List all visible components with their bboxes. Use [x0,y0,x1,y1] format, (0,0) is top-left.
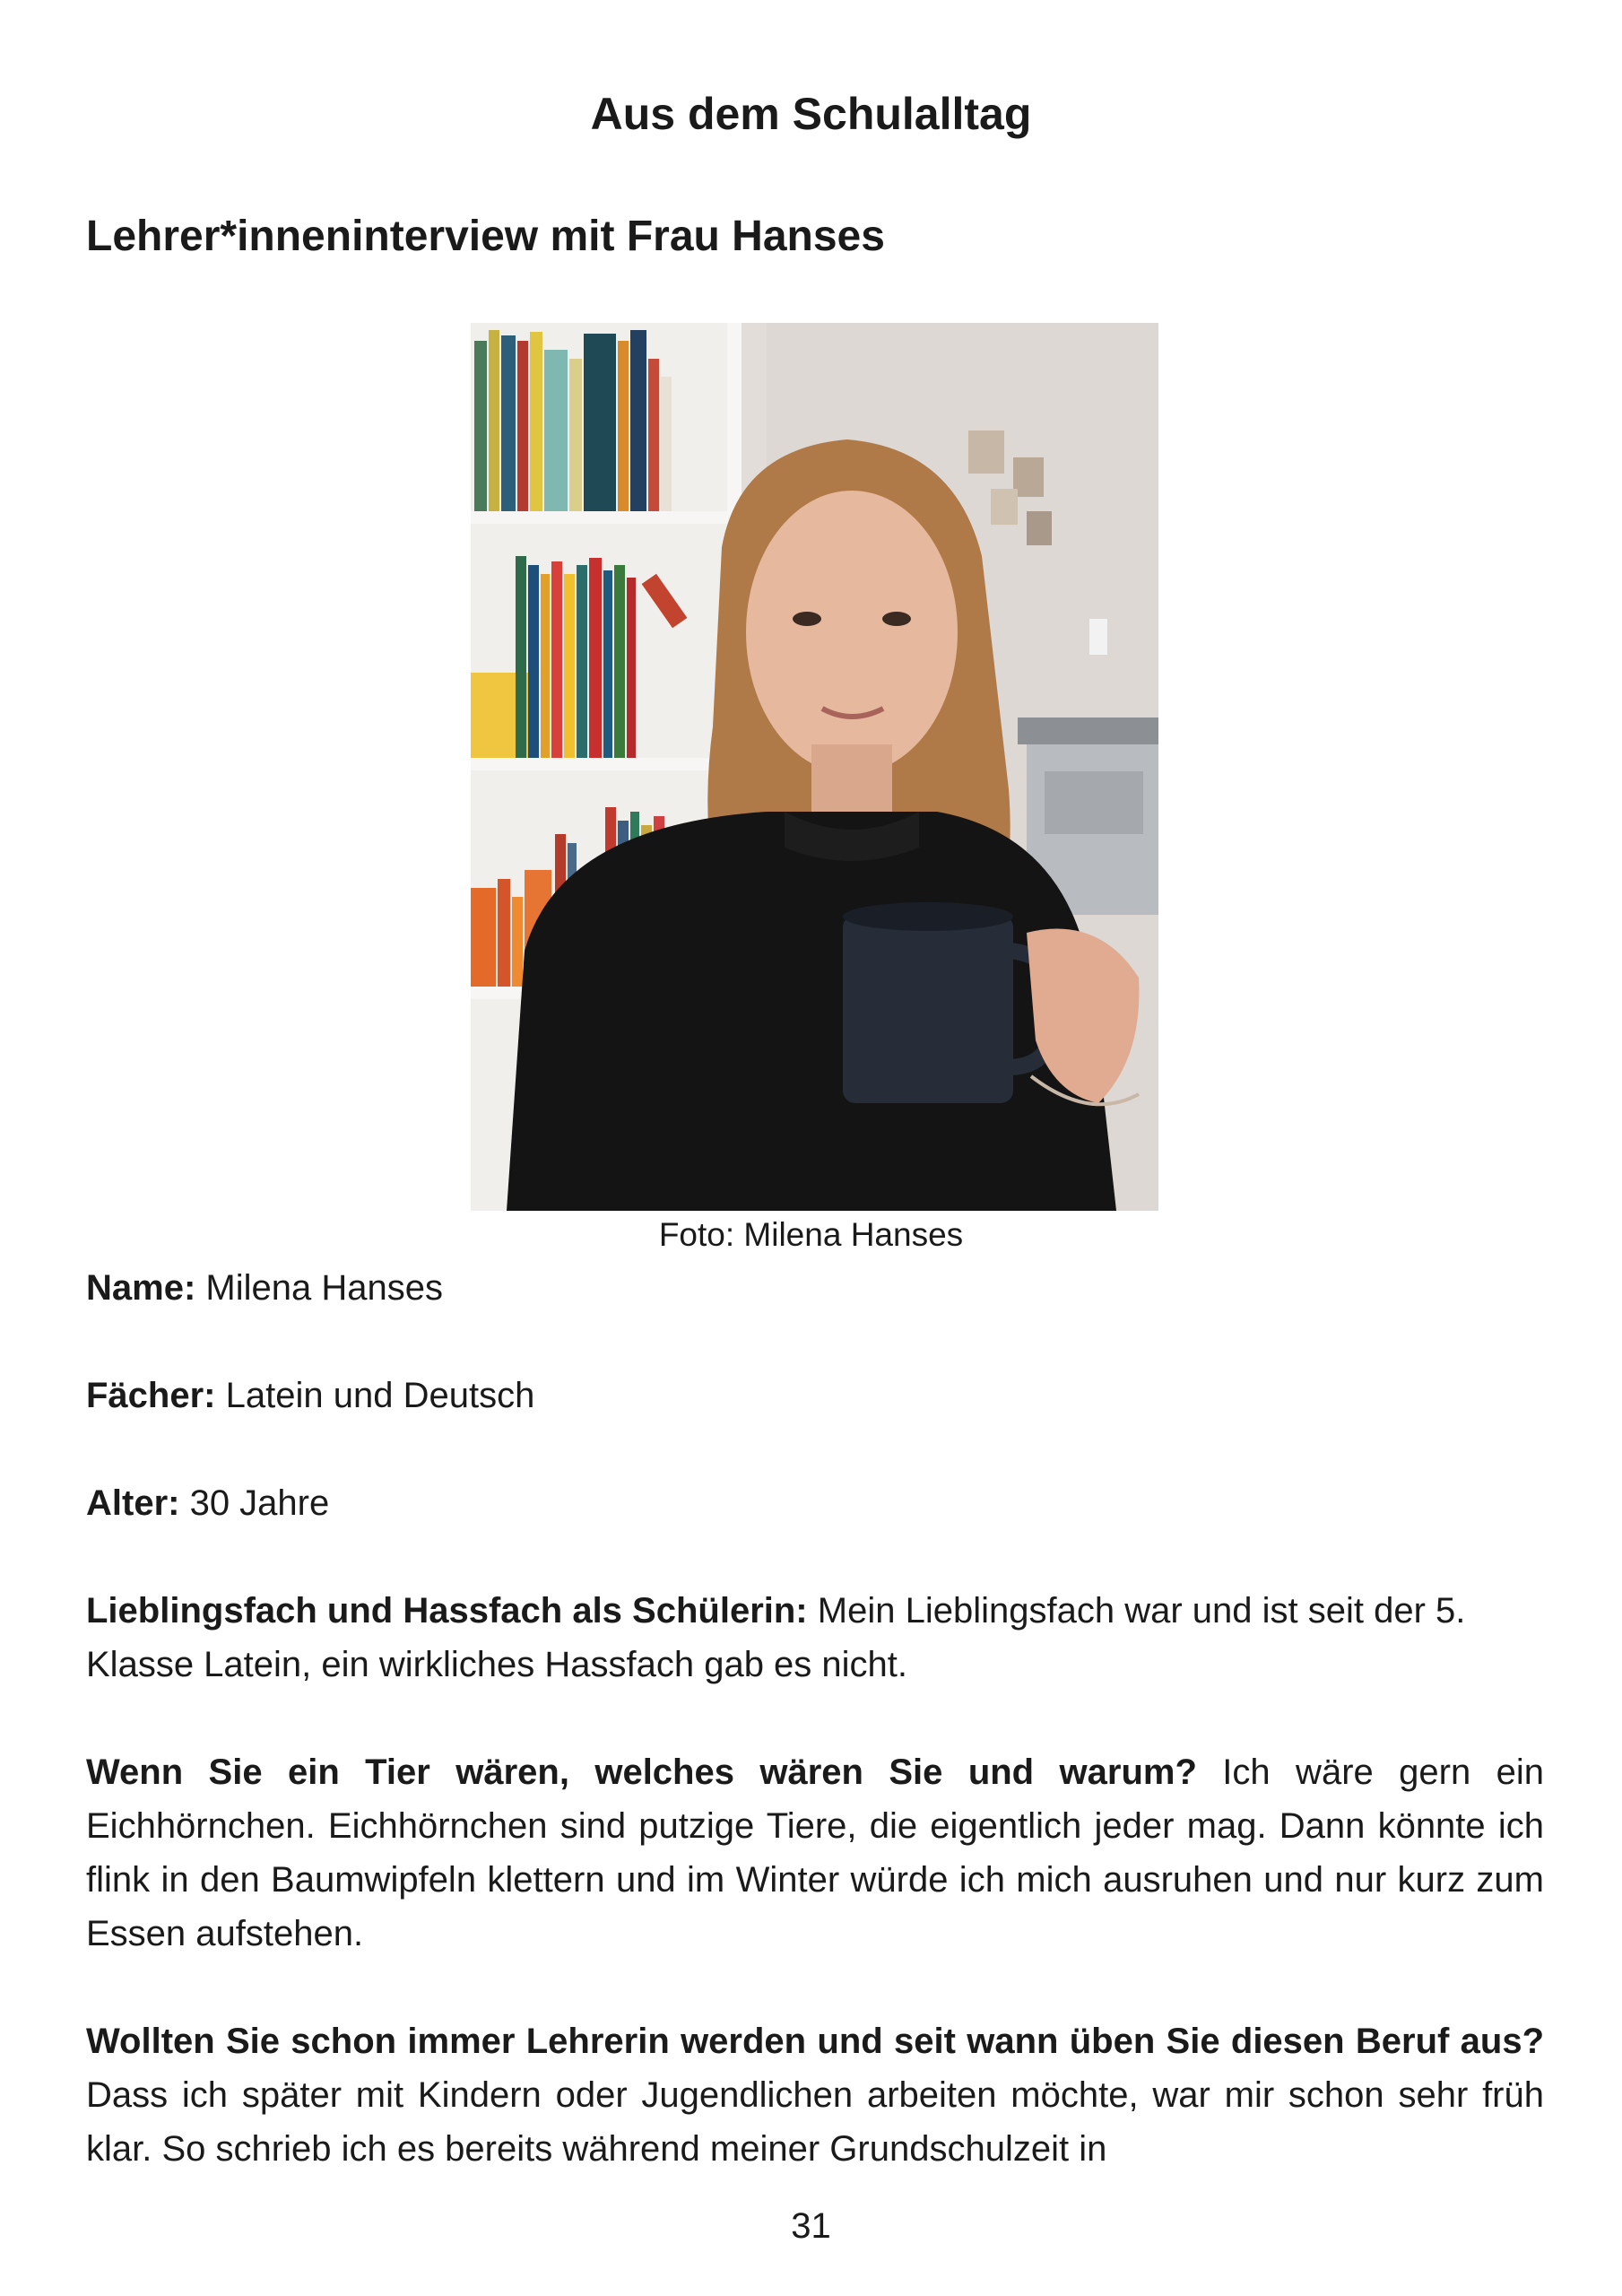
page-number: 31 [791,2206,831,2246]
entry-text: 30 Jahre [189,1483,330,1523]
entry-text: Ich wäre gern ein Eichhörnchen. Eichhörnchen sind putzige Tiere, die eigentlich jeder mag. Dann könnte ich flink in den Baumwipfeln klettern und im Winter würde ich mich ausruhen und nur kurz zum Essen aufstehen. [86,1752,1544,1953]
photo-caption: Foto: Milena Hanses [658,1216,964,1253]
entry-text: Dass ich später mit Kindern oder Jugendlichen arbeiten möchte, war mir schon sehr früh klar. So schrieb ich es bereits während meiner Grundschulzeit in [86,2075,1544,2169]
entry-label: Wollten Sie schon immer Lehrerin werden und seit wann üben Sie diesen Beruf aus? [86,2022,1544,2061]
entry-career [86,2014,1544,2176]
entry-label: Wenn Sie ein Tier wären, welches wären Sie und warum? [86,1752,1197,1792]
entry-text: Milena Hanses [205,1268,443,1308]
entry-label: Lieblingsfach und Hassfach als Schülerin: [86,1591,808,1631]
interview-content [86,1261,1544,2176]
entry-favorite-subject [86,1584,1544,1692]
entry-label: Fächer: [86,1376,216,1415]
entry-text: Mein Lieblingsfach war und ist seit der 5. Klasse Latein, ein wirkliches Hassfach gab es nicht. [86,1591,1466,1684]
section-title: Aus dem Schulalltag [590,89,1032,139]
entry-label: Name: [86,1268,196,1308]
teacher-photo [471,323,1158,1211]
entry-subjects [86,1369,1544,1422]
article-title: Lehrer*inneninterview mit Frau Hanses [86,213,885,260]
entry-age [86,1476,1544,1530]
entry-label: Alter: [86,1483,180,1523]
entry-name [86,1261,1544,1315]
entry-text: Latein und Deutsch [225,1376,535,1415]
entry-animal [86,1745,1544,1961]
